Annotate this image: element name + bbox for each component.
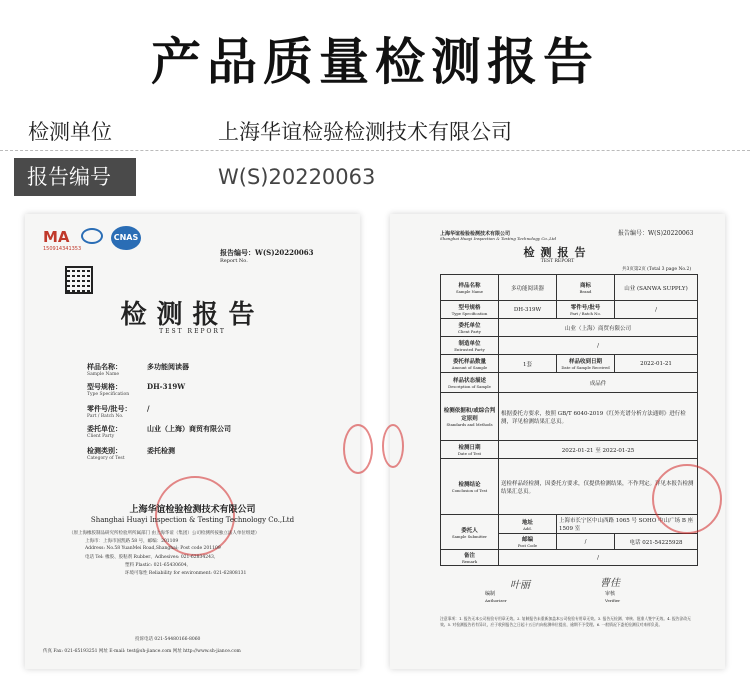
testing-unit-value: 上海华谊检验检测技术有限公司: [218, 120, 512, 144]
cell-label: 商标: [579, 283, 591, 289]
cell-label: 检测日期: [458, 445, 481, 451]
detail-page-number: 共3页第2页 (Total 3 page No.2): [622, 267, 692, 272]
author-label: 编制: [485, 591, 496, 597]
qr-code-icon: [65, 266, 93, 294]
cell-value: 1套: [499, 355, 557, 373]
detail-table: [440, 274, 698, 566]
field-key: 委托单位：: [87, 424, 122, 433]
table-row: [441, 550, 698, 566]
cell-label: 样品收到日期: [568, 359, 602, 365]
cell-value: /: [557, 534, 615, 550]
detail-report-no: 报告编号：W(S)20220063: [618, 230, 694, 237]
field-value: 山业（上海）商贸有限公司: [147, 424, 231, 433]
cell-value: 根据委托方要求，按照 GB/T 6040-2019《红外光谱分析方法通则》进行检测，详见检测结果汇总页。: [499, 393, 698, 441]
cover-field: [87, 424, 231, 439]
verifier-signature: 曹佳: [600, 578, 620, 589]
field-key-en: Category of Test: [87, 456, 125, 461]
cover-title-en: TEST REPORT: [159, 328, 226, 335]
cell-label: 样品状态描述: [452, 378, 486, 384]
cell-label: 电话: [629, 539, 641, 546]
cell-label-en: Post Code: [517, 543, 538, 548]
cell-label-en: Entrusted Party: [454, 347, 485, 352]
detail-title-en: TEST REPORT: [540, 259, 575, 264]
cell-label: 检测结论: [458, 482, 481, 488]
table-row: [441, 373, 698, 393]
report-number-row: [0, 156, 750, 200]
detail-title: 检测报告: [523, 246, 592, 259]
cell-value: 多功能阅读器: [499, 275, 557, 301]
field-key: 样品名称：: [87, 362, 122, 371]
cell-value: 021-54225928: [642, 539, 683, 546]
table-row: [441, 301, 698, 319]
field-key-en: Type Specification: [87, 392, 130, 397]
report-cover-image[interactable]: [25, 214, 360, 669]
cover-address-line: 环境可靠性 Reliability for environment: 021-62808131: [125, 571, 247, 576]
table-row: [441, 393, 698, 441]
cell-label: 备注: [463, 553, 475, 559]
cell-label-en: Sample Name: [456, 289, 483, 294]
cover-report-no: 报告编号：W(S)20220063: [220, 248, 314, 257]
cell-label-en: Date of Sample Received: [561, 365, 610, 370]
edge-seal-icon: [382, 424, 404, 468]
cma-text: MA: [43, 228, 70, 246]
table-row: [441, 275, 698, 301]
report-number-value: W(S)20220063: [218, 165, 376, 189]
cnas-logo: CNAS: [111, 226, 141, 250]
cell-label-en: Type Specification: [451, 311, 488, 316]
cell-value: 成品件: [499, 373, 698, 393]
author-signature: 叶丽: [510, 580, 530, 591]
test-seal-icon: [652, 464, 722, 534]
cell-label: 地址: [521, 519, 533, 526]
table-row: [441, 355, 698, 373]
report-number-label-box: [14, 158, 136, 196]
field-key: 零件号/批号：: [87, 404, 132, 413]
report-number-label: 报告编号: [27, 165, 111, 189]
cover-company-cn: 上海华谊检验检测技术有限公司: [129, 505, 256, 515]
cma-number: 150914341353: [43, 246, 82, 252]
cover-company-en: Shanghai Huayi Inspection & Testing Technology Co.,Ltd: [90, 516, 295, 524]
cover-address-line: （原上海橡胶制品研究所检验所所属部门 由上海华谊（集团）公司检测所按独立法人单位组建）: [69, 531, 260, 536]
detail-header-en: Shanghai Huayi Inspection & Testing Technology Co.,Ltd: [440, 236, 557, 241]
cover-address-line: 塑料 Plastic: 021-65430604,: [125, 563, 189, 568]
cell-value: 山业（上海）商贸有限公司: [499, 319, 698, 337]
cell-label-en: Description of Sample: [448, 384, 491, 389]
cell-label: 委托单位: [458, 323, 481, 329]
cell-label: 邮编: [521, 537, 533, 543]
field-key: 型号规格：: [87, 382, 122, 391]
cell-label-en: Remark: [461, 559, 478, 564]
cell-label-en: Standards and Methods: [446, 422, 493, 427]
cell-label: 委托样品数量: [452, 359, 486, 365]
cma-logo: [43, 228, 81, 252]
cell-label-en: Client Party: [458, 329, 481, 334]
field-value: 多功能阅读器: [147, 362, 189, 371]
cell-label: 委托人: [461, 527, 478, 534]
cover-address-line: Address: No.58 YuanMei Road,Shanghai; Post code 201109: [85, 546, 221, 551]
cell-value: 2022-01-21 至 2022-01-25: [499, 441, 698, 459]
phone-cell: [615, 534, 698, 550]
cover-field: [87, 362, 189, 377]
field-key-en: Client Party: [87, 434, 115, 439]
page-title: 产品质量检测报告: [151, 33, 599, 91]
cell-label-en: Sample Submitter: [452, 533, 487, 539]
cell-label: 型号规格: [458, 305, 481, 311]
table-row: [441, 337, 698, 355]
testing-unit-row: [0, 107, 750, 151]
cell-label: 样品名称: [458, 283, 481, 289]
cell-value: 上海市长宁区中山西路 1065 号 SOHO 中山广场 B 座 1509 室: [557, 515, 698, 534]
cell-value: 山业 (SANWA SUPPLY): [615, 275, 698, 301]
field-key-en: Part / Batch No.: [87, 414, 124, 419]
cell-label: 检测依据和/或综合判定原则: [443, 408, 496, 422]
edge-seal-icon: [343, 424, 373, 474]
cell-label-en: Brand: [579, 289, 592, 294]
detail-header-cn: 上海华谊检验检测技术有限公司: [440, 231, 511, 237]
cell-label: 零件号/批号: [570, 305, 601, 311]
cover-field: [87, 404, 150, 419]
verifier-label: 审核: [605, 591, 616, 597]
cell-label: 制造单位: [458, 341, 481, 347]
cover-footer: 传真 Fax: 021-65193251 网址 E-mail: test@sh-jiance.com 网址 http://www.sh-jiance.com: [43, 649, 241, 654]
complaint-phone: 投诉电话 021-54480166-8060: [135, 637, 201, 642]
author-label-en: Authorizer: [485, 598, 507, 603]
table-row: [441, 319, 698, 337]
ilac-icon: [81, 228, 103, 244]
cell-label-en: Part / Batch No.: [570, 311, 601, 316]
verifier-label-en: Verifier: [605, 598, 621, 603]
field-value: /: [147, 404, 150, 413]
cell-label-en: Conclusion of Test: [451, 488, 488, 493]
field-key-en: Sample Name: [87, 372, 119, 377]
field-value: 委托检测: [147, 446, 175, 455]
detail-notes: 注意事项：1. 报告无本公司检验专用章无效。2. 复制报告未重新加盖本公司检验专用章无效。3. 报告无检测、审核、批准人签字无效。4. 报告涂改无效。5. 对检测报告若有异议，应于收到报告之日起十五日内向检测单位提出，逾期不予受理。6. 一般情况下委托检测仅对来样负责。: [440, 616, 691, 627]
cell-value: 2022-01-21: [615, 355, 698, 373]
cover-title: 检测报告: [120, 300, 265, 330]
cover-address-line: 电话 Tel: 橡胶、胶粘剂 Rubber、Adhesives: 021-62834243,: [85, 555, 216, 560]
cell-value: /: [499, 337, 698, 355]
cover-field: [87, 446, 175, 461]
cell-label-en: Amount of Sample: [451, 365, 488, 370]
cover-address-line: 上海市：上海市国凯路 58 号，邮编：201109: [85, 539, 179, 544]
cell-value: /: [615, 301, 698, 319]
cell-value: DH-319W: [499, 301, 557, 319]
cover-report-no-en: Report No.: [220, 258, 248, 264]
report-detail-image[interactable]: [390, 214, 725, 669]
cell-label-en: Date of Test: [457, 451, 482, 456]
field-value: DH-319W: [147, 382, 186, 391]
cell-value: 送检样品经检测，因委托方要求，仅提供检测结果，不作判定。详见本报告检测结果汇总页。: [499, 459, 698, 515]
cell-label-en: Add.: [523, 525, 532, 531]
field-key: 检测类别：: [87, 446, 122, 455]
cover-field: [87, 382, 186, 397]
testing-unit-label: 检测单位: [28, 120, 112, 144]
cell-value: /: [499, 550, 698, 566]
table-row: [441, 441, 698, 459]
